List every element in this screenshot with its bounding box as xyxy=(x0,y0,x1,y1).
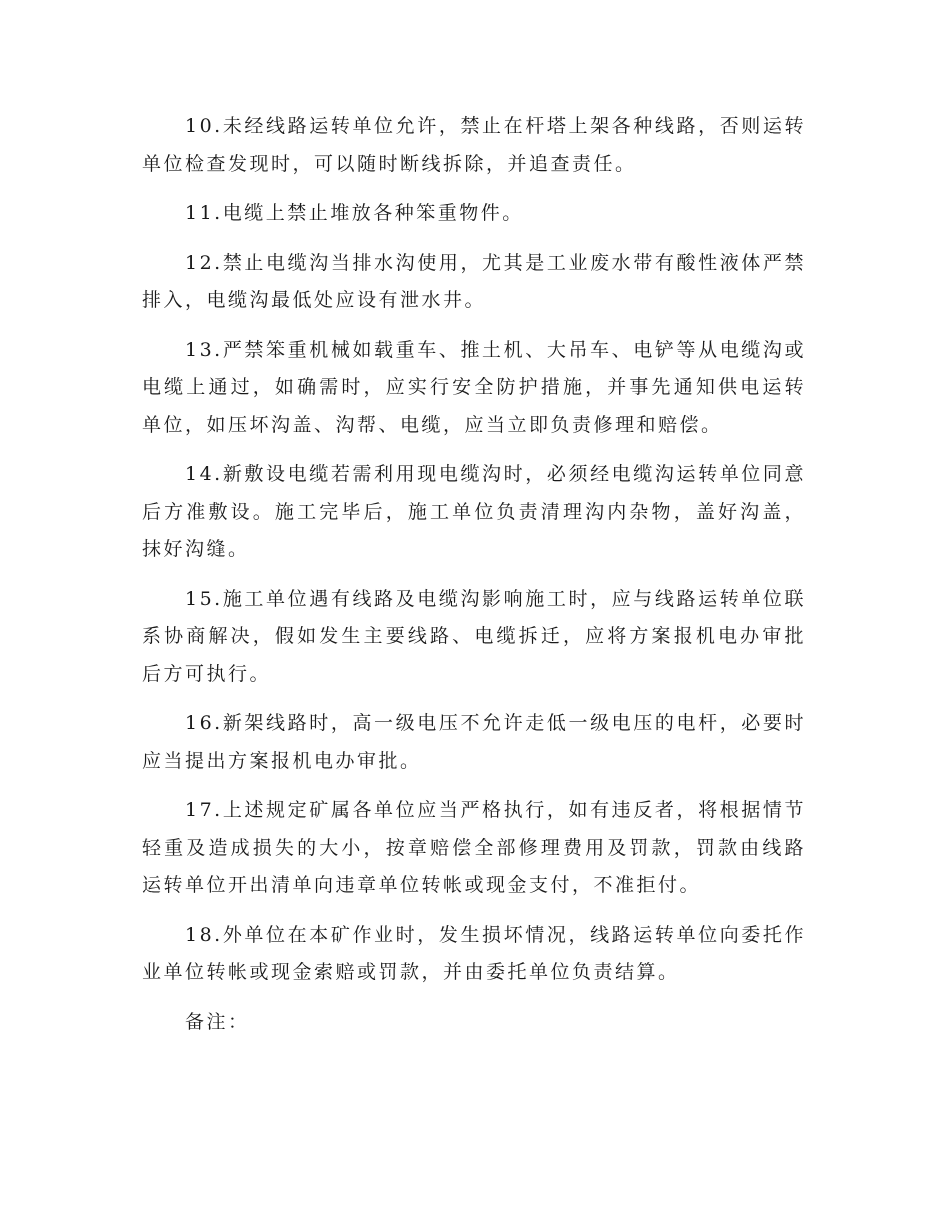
note-label: 备注： xyxy=(185,1010,250,1033)
clause-13: 13.严禁笨重机械如载重车、推土机、大吊车、电铲等从电缆沟或电缆上通过，如确需时，应实行安全防护措施，并事先通知供电运转单位，如压坏沟盖、沟帮、电缆，应当立即负责修理和赔偿。 xyxy=(142,338,806,436)
clause-10: 10.未经线路运转单位允许，禁止在杆塔上架各种线路，否则运转单位检查发现时，可以随时断线拆除，并追查责任。 xyxy=(142,115,806,175)
clause-18: 18.外单位在本矿作业时，发生损坏情况，线路运转单位向委托作业单位转帐或现金索赔或罚款，并由委托单位负责结算。 xyxy=(142,923,806,983)
clause-15: 15.施工单位遇有线路及电缆沟影响施工时，应与线路运转单位联系协商解决，假如发生主要线路、电缆拆迁，应将方案报机电办审批后方可执行。 xyxy=(142,587,806,685)
clause-14: 14.新敷设电缆若需利用现电缆沟时，必须经电缆沟运转单位同意后方准敷设。施工完毕后，施工单位负责清理沟内杂物，盖好沟盖，抹好沟缝。 xyxy=(142,463,806,560)
clause-17: 17.上述规定矿属各单位应当严格执行，如有违反者，将根据情节轻重及造成损失的大小，按章赔偿全部修理费用及罚款，罚款由线路运转单位开出清单向违章单位转帐或现金支付，不准拒付。 xyxy=(142,799,806,896)
clause-16: 16.新架线路时，高一级电压不允许走低一级电压的电杆，必要时应当提出方案报机电办审批。 xyxy=(142,712,806,772)
document-body xyxy=(142,108,806,1053)
clause-12: 12.禁止电缆沟当排水沟使用，尤其是工业废水带有酸性液体严禁排入，电缆沟最低处应设有泄水井。 xyxy=(142,251,806,311)
clause-11: 11.电缆上禁止堆放各种笨重物件。 xyxy=(185,202,524,224)
